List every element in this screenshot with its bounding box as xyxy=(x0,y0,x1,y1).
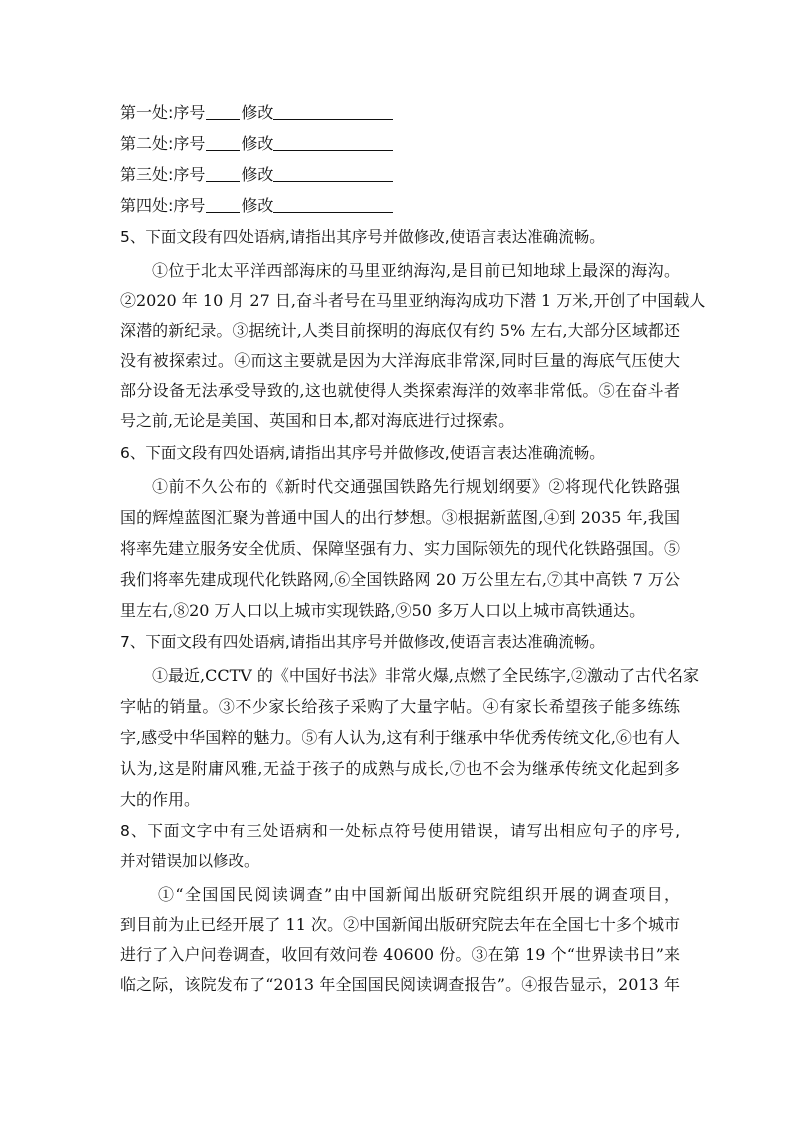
answer-blank-number[interactable] xyxy=(206,163,240,182)
answer-row-label: 第三处:序号 xyxy=(120,165,206,184)
answer-blank-number[interactable] xyxy=(206,132,240,151)
question-8-title: 8、下面文字中有三处语病和一处标点符号使用错误，请写出相应句子的序号, xyxy=(120,822,680,840)
question-5-line: 没有被探索过。④而这主要就是因为大洋海底非常深,同时巨量的海底气压使大 xyxy=(120,351,680,370)
question-6-line: 里左右,⑧20 万人口以上城市实现铁路,⑨50 多万人口以上城市高铁通达。 xyxy=(120,601,646,620)
answer-row-mid: 修改 xyxy=(241,134,274,153)
answer-row-3 xyxy=(120,163,393,187)
question-7-title: 7、下面文段有四处语病,请指出其序号并做修改,使语言表达准确流畅。 xyxy=(120,633,605,651)
answer-row-mid: 修改 xyxy=(241,196,274,215)
question-6-title: 6、下面文段有四处语病,请指出其序号并做修改,使语言表达准确流畅。 xyxy=(120,444,605,462)
answer-row-label: 第四处:序号 xyxy=(120,196,206,215)
answer-row-label: 第二处:序号 xyxy=(120,134,206,153)
question-7-line: 字,感受中华国粹的魅力。⑤有人认为,这有利于继承中华优秀传统文化,⑥也有人 xyxy=(120,728,680,747)
answer-row-label: 第一处:序号 xyxy=(120,103,206,122)
question-8-line: ①“全国国民阅读调查”由中国新闻出版研究院组织开展的调查项目， xyxy=(158,885,680,904)
question-7-line: 字帖的销量。③不少家长给孩子采购了大量字帖。④有家长希望孩子能多练练 xyxy=(120,697,680,716)
question-7-line: ①最近,CCTV 的《中国好书法》非常火爆,点燃了全民练字,②激动了古代名家 xyxy=(152,666,700,685)
answer-row-2 xyxy=(120,132,393,156)
question-6-line: 国的辉煌蓝图汇聚为普通中国人的出行梦想。③根据新蓝图,④到 2035 年,我国 xyxy=(120,508,680,527)
answer-blank-number[interactable] xyxy=(206,101,240,120)
question-8-line: 临之际，该院发布了“2013 年全国国民阅读调查报告”。④报告显示，2013 年 xyxy=(120,975,680,994)
answer-blank-revision[interactable] xyxy=(273,132,393,151)
question-5-line: ②2020 年 10 月 27 日,奋斗者号在马里亚纳海沟成功下潜 1 万米,开创了中国载人 xyxy=(120,291,706,310)
answer-row-4 xyxy=(120,194,393,218)
question-7-line: 认为,这是附庸风雅,无益于孩子的成熟与成长,⑦也不会为继承传统文化起到多 xyxy=(120,759,680,778)
question-6-line: 我们将率先建成现代化铁路网,⑥全国铁路网 20 万公里左右,⑦其中高铁 7 万公 xyxy=(120,570,680,589)
question-5-line: 号之前,无论是美国、英国和日本,都对海底进行过探索。 xyxy=(120,411,515,430)
answer-blank-revision[interactable] xyxy=(273,163,393,182)
answer-blank-revision[interactable] xyxy=(273,101,393,120)
answer-blank-revision[interactable] xyxy=(273,194,393,213)
answer-row-mid: 修改 xyxy=(241,165,274,184)
question-6-line: 将率先建立服务安全优质、保障坚强有力、实力国际领先的现代化铁路强国。⑤ xyxy=(120,539,681,558)
question-7-line: 大的作用。 xyxy=(120,790,201,809)
question-6-line: ①前不久公布的《新时代交通强国铁路先行规划纲要》②将现代化铁路强 xyxy=(152,477,680,496)
question-5-line: 部分设备无法承受导致的,这也就使得人类探索海洋的效率非常低。⑤在奋斗者 xyxy=(120,381,680,400)
question-5-title: 5、下面文段有四处语病,请指出其序号并做修改,使语言表达准确流畅。 xyxy=(120,228,605,246)
answer-row-mid: 修改 xyxy=(241,103,274,122)
answer-blank-number[interactable] xyxy=(206,194,240,213)
question-8-line: 进行了入户问卷调查，收回有效问卷 40600 份。③在第 19 个“世界读书日”来 xyxy=(120,945,680,964)
answer-row-1 xyxy=(120,101,393,125)
question-8-title: 并对错误加以修改。 xyxy=(120,852,260,870)
question-5-line: 深潜的新纪录。③据统计,人类目前探明的海底仅有约 5% 左右,大部分区域都还 xyxy=(120,321,680,340)
question-8-line: 到目前为止已经开展了 11 次。②中国新闻出版研究院去年在全国七十多个城市 xyxy=(120,915,680,934)
question-5-line: ①位于北太平洋西部海床的马里亚纳海沟,是目前已知地球上最深的海沟。 xyxy=(152,261,680,280)
